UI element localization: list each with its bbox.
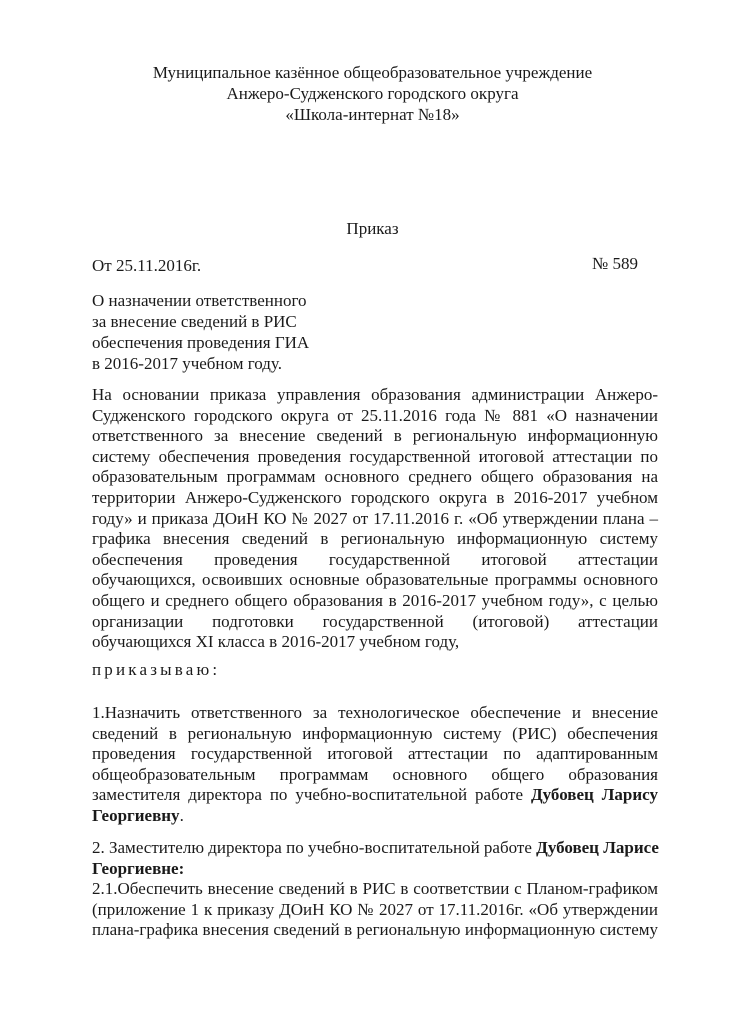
item2-line	[92, 838, 658, 859]
subject-line: за внесение сведений в РИС	[92, 312, 297, 331]
item1-line: проведения государственной итоговой аттестации по адаптированным	[92, 744, 658, 764]
institution-header	[0, 62, 745, 125]
header-line-1: Муниципальное казённое общеобразовательное учреждение	[152, 63, 593, 82]
subject-line: в 2016-2017 учебном году.	[92, 354, 282, 373]
basis-line: На основании приказа управления образования администрации Анжеро-	[92, 385, 658, 404]
basis-line: обучающихся, освоивших основные образовательные программы основного	[92, 570, 658, 590]
subject-line: обеспечения проведения ГИА	[92, 333, 310, 352]
item2-line: 2.1.Обеспечить внесение сведений в РИС в соответствии с Планом-графиком	[92, 879, 658, 899]
basis-line: году» и приказа ДОиН КО № 2027 от 17.11.2016 г. «Об утверждении плана –	[92, 508, 658, 528]
item1-line: общеобразовательным программам основного общего образования	[92, 764, 658, 784]
basis-line: территории Анжеро-Судженского городского округа в 2016-2017 учебном	[92, 487, 658, 507]
basis-line: Судженского городского округа от 25.11.2016 года № 881 «О назначении	[92, 405, 658, 425]
item2-line: (приложение 1 к приказу ДОиН КО № 2027 от 17.11.2016г. «Об утверждении	[92, 899, 658, 919]
basis-line: графика внесения сведений в региональную информационную систему	[92, 529, 658, 549]
header-line-3: «Школа-интернат №18»	[285, 105, 460, 124]
item1-line	[92, 806, 658, 827]
item2-line	[92, 859, 658, 880]
order-subject	[92, 290, 309, 374]
order-date: От 25.11.2016г.	[92, 256, 202, 275]
order-number: № 589	[592, 254, 638, 273]
basis-line: обучающихся XI класса в 2016-2017 учебном году,	[92, 632, 460, 652]
subject-line: О назначении ответственного	[92, 291, 307, 310]
order-item-1	[92, 703, 658, 827]
basis-paragraph	[92, 385, 658, 653]
basis-line: ответственного за внесение сведений в региональную информационную	[92, 426, 658, 446]
basis-line: обеспечения проведения государственной итоговой аттестации	[92, 549, 658, 569]
order-item-2	[92, 838, 658, 941]
order-word: приказываю:	[92, 660, 221, 679]
header-line-2: Анжеро-Судженского городского округа	[226, 84, 519, 103]
item1-line6-end: .	[179, 805, 184, 825]
basis-line: организации подготовки государственной (итоговой) аттестации	[92, 611, 658, 631]
item2-line1-text: 2. Заместителю директора по учебно-воспитательной работе	[92, 838, 537, 857]
basis-line: систему обеспечения проведения государственной итоговой аттестации по	[92, 446, 658, 466]
basis-line: образовательным программам основного среднего общего образования на	[92, 467, 658, 487]
responsible-person-name: Дубовец Ларису	[530, 785, 658, 805]
item1-line5-text: заместителя директора по учебно-воспитательной работе	[92, 785, 531, 805]
addressee-patronymic: Георгиевне:	[92, 858, 185, 878]
document-title: Приказ	[346, 219, 399, 238]
item1-line: сведений в региональную информационную систему (РИС) обеспечения	[92, 723, 658, 743]
basis-line: общего и среднего общего образования в 2016-2017 учебном году», с целью	[92, 590, 658, 610]
responsible-person-patronymic: Георгиевну	[92, 805, 180, 825]
item1-line	[92, 785, 658, 806]
item1-line: 1.Назначить ответственного за технологическое обеспечение и внесение	[92, 703, 658, 722]
addressee-name: Дубовец Ларисе	[536, 838, 659, 857]
item2-line: плана-графика внесения сведений в региональную информационную систему	[92, 920, 658, 940]
